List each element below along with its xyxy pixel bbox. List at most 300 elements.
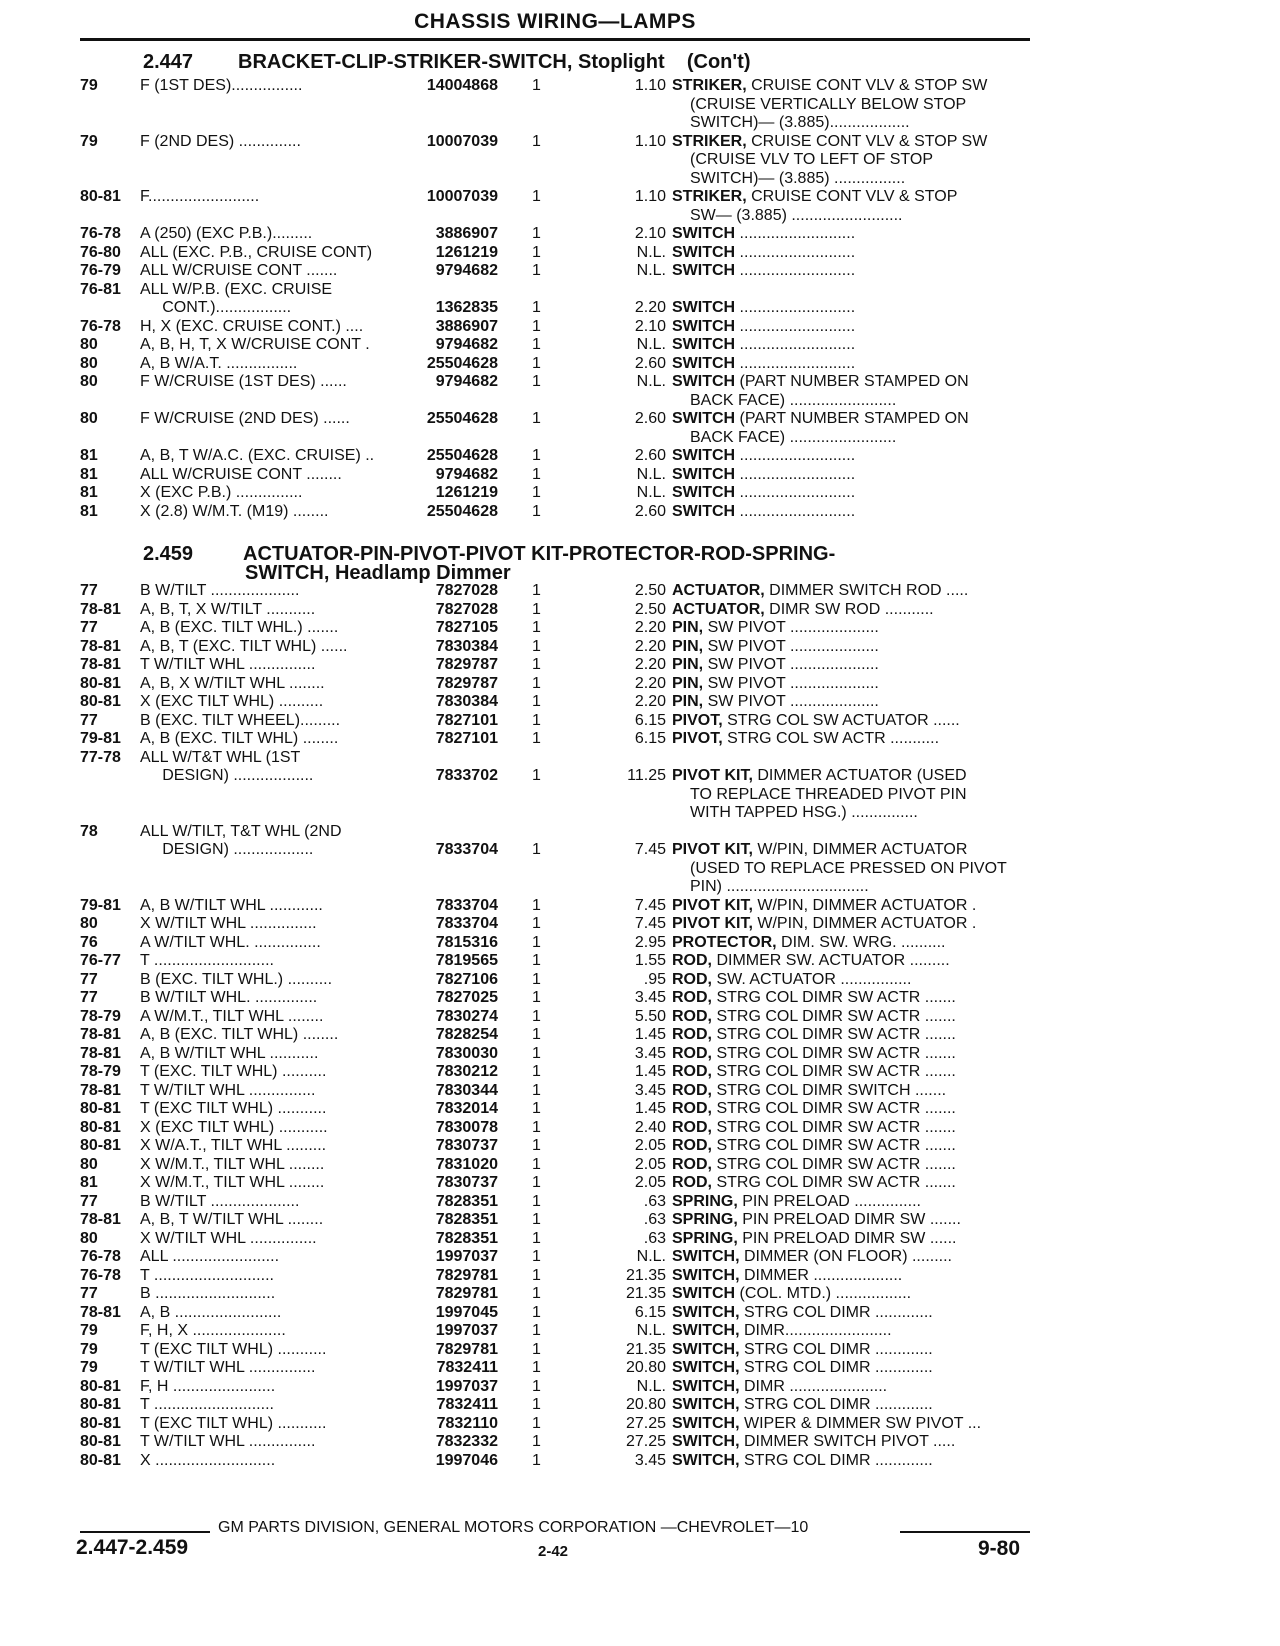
footer-page-number: 2-42 — [538, 1543, 569, 1560]
part-description: STRG COL DIMR ............. — [739, 1359, 933, 1376]
description — [672, 133, 1112, 152]
description — [672, 1045, 1112, 1064]
part-number: 9794682 — [435, 465, 498, 483]
quantity: 1 — [532, 767, 541, 784]
year-range: 78 — [80, 822, 98, 840]
part-number: 7819565 — [435, 952, 498, 969]
quantity: 1 — [532, 410, 541, 427]
price: 2.20 — [634, 693, 666, 710]
part-number: 9794682 — [435, 336, 498, 353]
application: X W/TILT WHL ............... — [140, 915, 317, 932]
application: X (EXC P.B.) ............... — [140, 484, 303, 501]
part-name: ROD, — [672, 1118, 712, 1136]
part-number: 7830212 — [435, 1063, 498, 1080]
year-range: 76 — [80, 933, 98, 951]
footer-rule-left — [80, 1531, 210, 1533]
description — [672, 336, 1112, 355]
description — [672, 188, 1112, 207]
part-number: 9794682 — [435, 373, 498, 390]
section-title-2447 — [143, 52, 750, 72]
part-name: STRIKER, — [672, 132, 747, 150]
description — [672, 1341, 1112, 1360]
part-name: ROD, — [672, 952, 712, 969]
year-range: 80-81 — [80, 1118, 121, 1136]
description — [672, 934, 1112, 953]
quantity: 1 — [532, 933, 541, 951]
part-number: 7828351 — [435, 1192, 498, 1210]
price: 2.60 — [634, 447, 666, 464]
description — [672, 601, 1112, 620]
quantity: 1 — [532, 619, 541, 636]
price: 1.10 — [634, 77, 666, 94]
part-number: 25504628 — [426, 354, 498, 372]
year-range: 78-81 — [80, 1026, 121, 1043]
price: 1.10 — [634, 188, 666, 205]
year-range: 78-81 — [80, 1044, 121, 1062]
part-name: SWITCH, — [672, 1266, 740, 1284]
year-range: 80 — [80, 336, 98, 353]
quantity: 1 — [532, 693, 541, 710]
quantity: 1 — [532, 354, 541, 372]
application: ALL W/CRUISE CONT ....... — [140, 262, 338, 279]
price: 2.05 — [634, 1155, 666, 1173]
part-name: SWITCH — [672, 299, 736, 316]
year-range: 78-81 — [80, 1303, 121, 1321]
price: 1.10 — [634, 132, 666, 150]
year-range: 76-79 — [80, 262, 121, 279]
description — [672, 971, 1112, 990]
description-continued: WITH TAPPED HSG.) ............... — [690, 804, 918, 821]
application: A, B (EXC. TILT WHL.) ....... — [140, 619, 339, 636]
part-name: PIVOT KIT, — [672, 841, 753, 858]
price: 2.20 — [634, 656, 666, 673]
description — [672, 373, 1112, 392]
part-number: 7827101 — [435, 711, 498, 729]
quantity: 1 — [532, 1044, 541, 1062]
description — [672, 897, 1112, 916]
quantity: 1 — [532, 1081, 541, 1099]
part-description: DIMMER SWITCH ROD ..... — [764, 582, 969, 599]
year-range: 81 — [80, 1174, 98, 1191]
application: B ........................... — [140, 1285, 276, 1302]
price: 1.55 — [634, 952, 666, 969]
part-name: ROD, — [672, 1044, 712, 1062]
part-name: SPRING, — [672, 1229, 738, 1247]
quantity: 1 — [532, 711, 541, 729]
part-number: 25504628 — [426, 410, 498, 427]
price: 1.45 — [634, 1063, 666, 1080]
year-range: 80-81 — [80, 1433, 121, 1450]
price: 21.35 — [625, 1285, 666, 1302]
part-name: PIVOT, — [672, 730, 723, 747]
part-name: PIN, — [672, 637, 704, 655]
year-range: 76-77 — [80, 952, 121, 969]
part-name: PROTECTOR, — [672, 933, 777, 951]
price: 2.50 — [634, 600, 666, 618]
price: 2.10 — [634, 317, 666, 335]
part-name: SWITCH — [672, 484, 736, 501]
part-number: 14004868 — [426, 77, 498, 94]
application: A, B, H, T, X W/CRUISE CONT . — [140, 336, 370, 353]
quantity: 1 — [532, 373, 541, 390]
quantity: 1 — [532, 1414, 541, 1432]
part-number: 7832411 — [436, 1396, 498, 1413]
part-description: W/PIN, DIMMER ACTUATOR . — [752, 915, 977, 932]
part-number: 7832110 — [436, 1414, 498, 1432]
part-name: ROD, — [672, 989, 712, 1006]
description-continued: (USED TO REPLACE PRESSED ON PIVOT — [690, 859, 1007, 877]
part-description: SW PIVOT .................... — [703, 619, 879, 636]
part-description: STRG COL DIMR SW ACTR ....... — [712, 1044, 956, 1062]
part-description: DIMMER ACTUATOR (USED — [752, 767, 967, 784]
year-range: 78-79 — [80, 1063, 121, 1080]
part-number: 1997037 — [435, 1377, 498, 1395]
quantity: 1 — [532, 600, 541, 618]
quantity: 1 — [532, 1174, 541, 1191]
footer-date: 9-80 — [978, 1537, 1021, 1560]
quantity: 1 — [532, 637, 541, 655]
part-description: SW PIVOT .................... — [703, 674, 879, 692]
quantity: 1 — [532, 1451, 541, 1469]
year-range: 77 — [80, 1192, 98, 1210]
quantity: 1 — [532, 1155, 541, 1173]
application: A, B, X W/TILT WHL ........ — [140, 674, 325, 692]
part-name: PIVOT KIT, — [672, 767, 753, 784]
part-number: 10007039 — [426, 188, 498, 205]
part-number: 1261219 — [435, 484, 498, 501]
footer-rule-right — [900, 1531, 1030, 1533]
section-title-2459-line2: SWITCH, Headlamp Dimmer — [245, 562, 511, 584]
price: 1.45 — [634, 1100, 666, 1117]
price: 11.25 — [627, 767, 666, 784]
application: ALL W/T&T WHL (1ST — [140, 748, 301, 766]
part-number: 7830384 — [435, 637, 498, 655]
price: .63 — [643, 1229, 666, 1247]
year-range: 79-81 — [80, 896, 121, 914]
part-number: 7830078 — [435, 1118, 498, 1136]
application: X W/M.T., TILT WHL ........ — [140, 1155, 325, 1173]
application: A, B, T, X W/TILT ........... — [140, 600, 316, 618]
part-name: PIVOT KIT, — [672, 915, 753, 932]
quantity: 1 — [532, 502, 541, 520]
part-number: 7828351 — [435, 1211, 498, 1228]
part-description: PIN PRELOAD DIMR SW ...... — [737, 1229, 957, 1247]
description — [672, 712, 1112, 731]
application: B W/TILT .................... — [140, 582, 300, 599]
price: N.L. — [636, 373, 666, 390]
price: .63 — [643, 1192, 666, 1210]
description — [672, 1415, 1112, 1434]
part-number: 7833704 — [435, 915, 498, 932]
quantity: 1 — [532, 1266, 541, 1284]
description — [672, 1211, 1112, 1230]
application: F (2ND DES) .............. — [140, 132, 301, 150]
description — [672, 1174, 1112, 1193]
part-description: STRG COL SW ACTR ........... — [722, 730, 940, 747]
part-number: 7815316 — [435, 933, 498, 951]
price: N.L. — [636, 336, 666, 353]
description — [672, 656, 1112, 675]
quantity: 1 — [532, 1137, 541, 1154]
price: 2.60 — [634, 354, 666, 372]
application: F W/CRUISE (1ST DES) ...... — [140, 373, 347, 390]
quantity: 1 — [532, 1211, 541, 1228]
part-name: SWITCH — [672, 447, 736, 464]
part-description: DIMR ...................... — [739, 1377, 888, 1395]
quantity: 1 — [532, 1007, 541, 1025]
description — [672, 1008, 1112, 1027]
application: T (EXC TILT WHL) ........... — [140, 1340, 327, 1358]
description — [672, 484, 1112, 503]
description — [672, 1433, 1112, 1452]
part-name: ACTUATOR, — [672, 582, 765, 599]
year-range: 77 — [80, 1285, 98, 1302]
price: 7.45 — [634, 841, 666, 858]
description — [672, 1378, 1112, 1397]
year-range: 78-81 — [80, 1211, 121, 1228]
part-number: 7827105 — [435, 619, 498, 636]
part-description: STRG COL DIMR ............. — [739, 1303, 933, 1321]
description — [672, 989, 1112, 1008]
description — [672, 1285, 1112, 1304]
price: N.L. — [636, 465, 666, 483]
part-description: CRUISE CONT VLV & STOP SW — [746, 77, 988, 94]
application: F, H, X ..................... — [140, 1322, 286, 1339]
quantity: 1 — [532, 262, 541, 279]
part-name: PIVOT, — [672, 711, 723, 729]
part-description: SW. ACTUATOR ................ — [712, 970, 912, 988]
description — [672, 1119, 1112, 1138]
application: F W/CRUISE (2ND DES) ...... — [140, 410, 350, 427]
year-range: 80-81 — [80, 1137, 121, 1154]
price: 3.45 — [634, 1451, 666, 1469]
year-range: 78-81 — [80, 656, 121, 673]
application: A, B (EXC. TILT WHL) ........ — [140, 1026, 339, 1043]
part-name: SWITCH, — [672, 1433, 740, 1450]
description — [672, 1137, 1112, 1156]
description — [672, 503, 1112, 522]
part-description: DIM. SW. WRG. .......... — [776, 933, 946, 951]
section-number: 2.447 — [143, 51, 194, 73]
part-name: SWITCH — [672, 225, 736, 242]
price: 7.45 — [634, 915, 666, 932]
part-name: SWITCH — [672, 354, 736, 372]
part-description: STRG COL DIMR ............. — [739, 1396, 933, 1413]
price: 2.50 — [634, 582, 666, 599]
part-name: ROD, — [672, 1063, 712, 1080]
part-description: STRG COL DIMR SW ACTR ....... — [712, 1063, 956, 1080]
description — [672, 619, 1112, 638]
description — [672, 1026, 1112, 1045]
price: N.L. — [636, 262, 666, 279]
quantity: 1 — [532, 841, 541, 858]
quantity: 1 — [532, 336, 541, 353]
part-description: SW PIVOT .................... — [703, 656, 879, 673]
description — [672, 1359, 1112, 1378]
part-name: ROD, — [672, 1081, 712, 1099]
price: 5.50 — [634, 1007, 666, 1025]
year-range: 77-78 — [80, 748, 121, 766]
year-range: 79 — [80, 77, 98, 94]
quantity: 1 — [532, 1229, 541, 1247]
part-number: 7830274 — [435, 1007, 498, 1025]
quantity: 1 — [532, 656, 541, 673]
price: 6.15 — [634, 711, 666, 729]
part-number: 1997045 — [435, 1303, 498, 1321]
part-number: 7828254 — [435, 1026, 498, 1043]
part-name: PIN, — [672, 693, 704, 710]
price: 3.45 — [634, 989, 666, 1006]
year-range: 80-81 — [80, 1451, 121, 1469]
part-number: 7829787 — [435, 656, 498, 673]
description — [672, 730, 1112, 749]
part-description: .......................... — [735, 502, 856, 520]
part-name: ROD, — [672, 1100, 712, 1117]
application: T W/TILT WHL ............... — [140, 656, 316, 673]
part-description: (COL. MTD.) ................. — [735, 1285, 912, 1302]
part-description: STRG COL DIMR ............. — [739, 1340, 933, 1358]
part-description: STRG COL DIMR SW ACTR ....... — [712, 1026, 956, 1043]
part-name: SWITCH — [672, 502, 736, 520]
part-number: 9794682 — [435, 262, 498, 279]
description — [672, 1322, 1112, 1341]
price: N.L. — [636, 1322, 666, 1339]
quantity: 1 — [532, 1285, 541, 1302]
part-name: SWITCH — [672, 336, 736, 353]
application: DESIGN) .................. — [140, 841, 314, 858]
description-continued: SW— (3.885) ......................... — [690, 206, 903, 224]
description — [672, 841, 1112, 860]
part-number: 7827028 — [435, 600, 498, 618]
part-number: 7827106 — [435, 970, 498, 988]
part-name: SWITCH — [672, 465, 736, 483]
part-number: 3886907 — [435, 317, 498, 335]
description — [672, 466, 1112, 485]
part-number: 1362835 — [435, 299, 498, 316]
part-description: STRG COL DIMR SW ACTR ....... — [712, 1137, 956, 1154]
section-title-2459 — [143, 544, 835, 564]
application: X (EXC TILT WHL) .......... — [140, 693, 324, 710]
part-name: PIN, — [672, 619, 704, 636]
part-description: STRG COL DIMR ............. — [739, 1451, 933, 1469]
part-name: SWITCH — [672, 410, 736, 427]
part-name: SWITCH — [672, 262, 736, 279]
part-description: SW PIVOT .................... — [703, 693, 879, 710]
description — [672, 244, 1112, 263]
description — [672, 1230, 1112, 1249]
footer-section-range: 2.447-2.459 — [76, 1536, 189, 1559]
page-header: CHASSIS WIRING—LAMPS — [414, 10, 696, 33]
part-name: ROD, — [672, 1174, 712, 1191]
part-number: 7828351 — [435, 1229, 498, 1247]
part-number: 7833702 — [435, 767, 498, 784]
year-range: 81 — [80, 465, 98, 483]
part-description: CRUISE CONT VLV & STOP SW — [746, 132, 988, 150]
year-range: 80-81 — [80, 674, 121, 692]
part-description: STRG COL DIMR SWITCH ....... — [712, 1081, 947, 1099]
description — [672, 77, 1112, 96]
application: A W/M.T., TILT WHL ........ — [140, 1007, 324, 1025]
year-range: 80 — [80, 410, 98, 427]
price: N.L. — [636, 484, 666, 501]
part-description: STRG COL DIMR SW ACTR ....... — [712, 1100, 956, 1117]
part-description: .......................... — [735, 484, 856, 501]
part-description: .......................... — [735, 317, 856, 335]
price: 2.20 — [634, 637, 666, 655]
year-range: 76-78 — [80, 317, 121, 335]
part-description: STRG COL DIMR SW ACTR ....... — [712, 1118, 956, 1136]
price: 27.25 — [625, 1414, 666, 1432]
year-range: 80-81 — [80, 1100, 121, 1117]
year-range: 80 — [80, 915, 98, 932]
part-number: 25504628 — [426, 502, 498, 520]
part-number: 7832332 — [435, 1433, 498, 1450]
part-name: SWITCH — [672, 317, 736, 335]
year-range: 78-81 — [80, 637, 121, 655]
quantity: 1 — [532, 484, 541, 501]
description — [672, 1267, 1112, 1286]
part-description: .......................... — [735, 354, 856, 372]
price: 3.45 — [634, 1081, 666, 1099]
part-number: 7829781 — [435, 1266, 498, 1284]
part-name: ROD, — [672, 1007, 712, 1025]
quantity: 1 — [532, 1118, 541, 1136]
application: ALL (EXC. P.B., CRUISE CONT) — [140, 243, 373, 261]
application: T (EXC TILT WHL) ........... — [140, 1100, 327, 1117]
year-range: 77 — [80, 989, 98, 1006]
application: X ........................... — [140, 1451, 276, 1469]
description — [672, 1396, 1112, 1415]
part-number: 7830344 — [435, 1081, 498, 1099]
part-number: 7827025 — [435, 989, 498, 1006]
price: .95 — [643, 970, 666, 988]
description — [672, 262, 1112, 281]
part-name: SWITCH, — [672, 1414, 740, 1432]
year-range: 81 — [80, 447, 98, 464]
application: T (EXC. TILT WHL) .......... — [140, 1063, 327, 1080]
description — [672, 1452, 1112, 1471]
year-range: 79 — [80, 1322, 98, 1339]
quantity: 1 — [532, 1359, 541, 1376]
part-number: 1261219 — [435, 243, 498, 261]
section-continued: (Con't) — [686, 51, 751, 73]
year-range: 80-81 — [80, 188, 121, 205]
part-name: SWITCH, — [672, 1340, 740, 1358]
year-range: 80-81 — [80, 1414, 121, 1432]
price: 2.05 — [634, 1137, 666, 1154]
description-continued: BACK FACE) ........................ — [690, 428, 897, 446]
quantity: 1 — [532, 1303, 541, 1321]
application: T W/TILT WHL ............... — [140, 1359, 316, 1376]
part-description: DIMMER .................... — [739, 1266, 903, 1284]
year-range: 81 — [80, 502, 98, 520]
part-description: DIMMER (ON FLOOR) ......... — [739, 1248, 952, 1265]
part-number: 7833704 — [435, 896, 498, 914]
footer-text: GM PARTS DIVISION, GENERAL MOTORS CORPORATION —CHEVROLET—10 — [218, 1519, 809, 1536]
part-number: 25504628 — [426, 447, 498, 464]
application: B (EXC. TILT WHEEL)......... — [140, 711, 341, 729]
application: ALL ........................ — [140, 1248, 280, 1265]
price: 2.20 — [634, 619, 666, 636]
description — [672, 355, 1112, 374]
application: X (2.8) W/M.T. (M19) ........ — [140, 502, 329, 520]
price: 6.15 — [634, 1303, 666, 1321]
description — [672, 952, 1112, 971]
price: 21.35 — [625, 1266, 666, 1284]
quantity: 1 — [532, 915, 541, 932]
year-range: 77 — [80, 970, 98, 988]
part-description: W/PIN, DIMMER ACTUATOR — [752, 841, 968, 858]
